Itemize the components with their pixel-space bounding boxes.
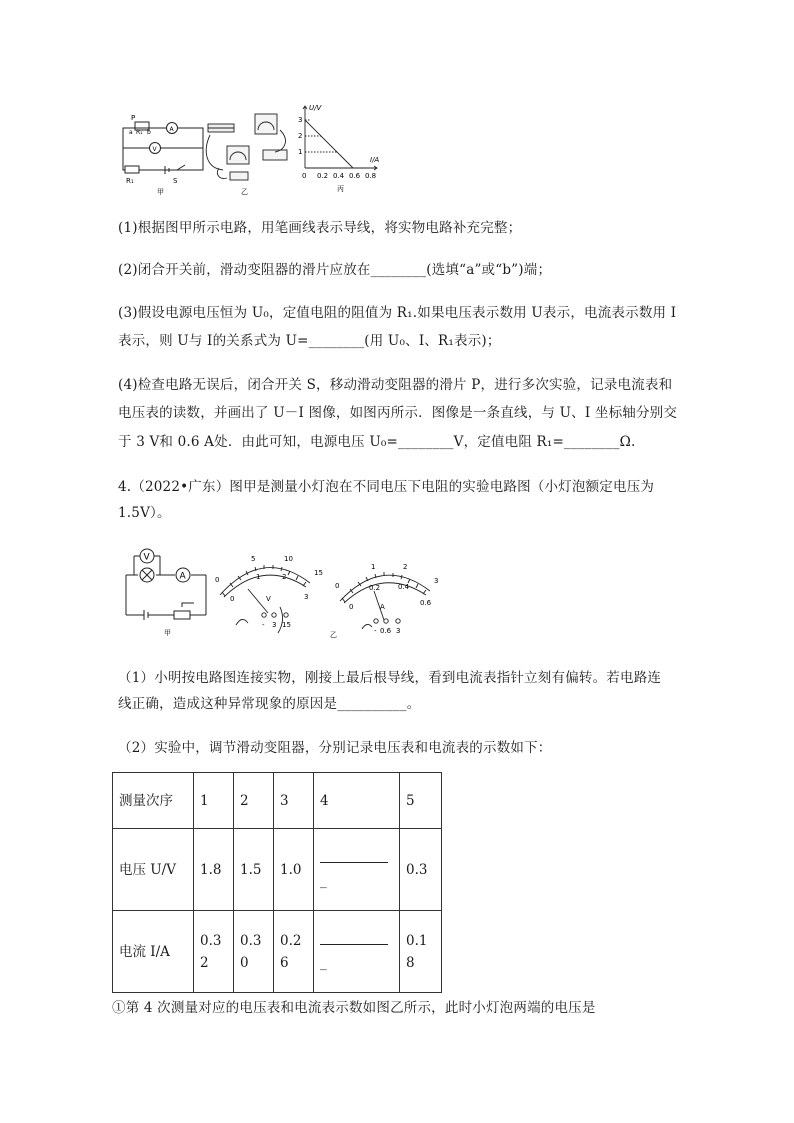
ammeter-top-zero: 0 — [335, 582, 340, 590]
current-cell — [400, 911, 442, 993]
current-cell — [274, 911, 314, 993]
voltmeter-bottom-tick: 2 — [282, 573, 287, 581]
voltmeter-top-tick: 15 — [314, 569, 323, 577]
current-value: 0.2 — [280, 932, 302, 949]
current-value: 0.3 — [200, 932, 222, 949]
voltmeter-terminal: 3 — [272, 621, 277, 629]
circuit-label-b: b — [147, 129, 151, 136]
current-cell — [194, 911, 234, 993]
current-value-wrap: 8 — [406, 954, 415, 971]
table-header-cell: 测量次序 — [113, 773, 194, 829]
ammeter-bottom-tick: 0 — [349, 603, 354, 611]
ammeter-terminal: - — [374, 627, 377, 635]
measurement-table — [112, 772, 442, 993]
ammeter-bottom-tick: 0.6 — [420, 599, 432, 607]
graph-xtick: 0.4 — [333, 172, 345, 180]
q3-item-4-line2: 电压表的读数，并画出了 U－I 图像，如图丙所示．图像是一条直线，与 U、I 坐标轴分别交 — [118, 405, 678, 421]
q4-part1-line2: 线正确，造成这种异常现象的原因是__________。 — [118, 696, 421, 712]
q3-item-4-line1: (4)检查电路无误后，闭合开关 S，移动滑动变阻器的滑片 P，进行多次实验，记录电流表和 — [118, 377, 673, 393]
voltmeter-symbol-label: V — [152, 146, 157, 153]
q4-sub1: ①第 4 次测量对应的电压表和电流表示数如图乙所示，此时小灯泡两端的电压是 — [112, 1000, 596, 1016]
q3-figure — [115, 100, 395, 195]
table-header-cell: 1 — [194, 773, 234, 829]
table-row-header — [113, 773, 442, 829]
table-header-cell: 3 — [274, 773, 314, 829]
current-value: 0.1 — [406, 932, 428, 949]
q4-figure — [118, 545, 448, 645]
blank-tail: _ — [320, 954, 327, 971]
voltage-cell: 1.0 — [274, 829, 314, 911]
current-answer-blank[interactable] — [320, 930, 388, 945]
voltage-label-cell: 电压 U/V — [113, 829, 194, 911]
voltage-blank-cell — [314, 829, 400, 911]
circuit2-a-label: A — [179, 571, 186, 582]
circuit2-v-label: V — [143, 552, 150, 563]
current-value-wrap: 6 — [280, 954, 289, 971]
voltmeter-top-tick: 10 — [284, 555, 293, 563]
voltmeter-bottom-tick: 0 — [230, 595, 235, 603]
q3-item-3-line2: 表示，则 U与 I的关系式为 U=________(用 U₀、I、R₁表示)； — [118, 333, 501, 349]
ammeter-top-tick: 3 — [434, 577, 439, 585]
voltmeter-terminal: - — [262, 621, 265, 629]
circuit-label-a: a — [129, 129, 133, 136]
voltage-answer-blank[interactable] — [320, 848, 388, 863]
figure-label-yi: 乙 — [241, 188, 248, 195]
ammeter-bottom-tick: 0.2 — [369, 584, 381, 592]
q3-item-1: (1)根据图甲所示电路，用笔画线表示导线，将实物电路补充完整； — [118, 220, 522, 236]
voltage-cell: 1.8 — [194, 829, 234, 911]
q3-item-3-line1: (3)假设电源电压恒为 U₀，定值电阻的阻值为 R₁.如果电压表示数用 U表示，电流表示数用 I — [118, 305, 677, 321]
voltage-cell: 0.3 — [400, 829, 442, 911]
voltmeter-top-zero: 0 — [215, 576, 220, 584]
graph-xlabel: I/A — [370, 156, 380, 164]
circuit-label-r1-bottom: R₁ — [126, 177, 134, 185]
figure-label-jia: 甲 — [157, 188, 164, 195]
circuit-label-r1: R₁ — [136, 129, 143, 136]
ammeter-top-tick: 1 — [371, 563, 376, 571]
graph-ytick: 3 — [298, 116, 303, 124]
graph-bing — [303, 106, 380, 170]
q3-item-2: (2)闭合开关前，滑动变阻器的滑片应放在________(选填“a”或“b”)端； — [118, 262, 552, 278]
circuit-label-s: S — [173, 177, 178, 185]
ammeter-top-tick: 2 — [403, 563, 408, 571]
ammeter-terminal: 3 — [396, 627, 401, 635]
voltmeter-top-tick: 5 — [251, 555, 256, 563]
q4-part2: （2）实验中，调节滑动变阻器，分别记录电压表和电流表的示数如下： — [118, 740, 552, 756]
voltmeter-letter: V — [266, 595, 271, 603]
current-blank-cell — [314, 911, 400, 993]
table-row-voltage — [113, 829, 442, 911]
current-value-wrap: 0 — [240, 954, 249, 971]
current-cell — [234, 911, 274, 993]
voltmeter-terminal: 15 — [282, 621, 291, 629]
table-header-cell: 2 — [234, 773, 274, 829]
graph-ytick: 1 — [298, 148, 303, 156]
blank-tail: _ — [320, 872, 327, 889]
q3-item-4-line3: 于 3 V和 0.6 A处．由此可知，电源电压 U₀=________V，定值电阻 R₁=________Ω. — [118, 434, 636, 450]
ammeter-terminal: 0.6 — [380, 627, 392, 635]
figure2-label-jia: 甲 — [164, 629, 171, 637]
q4-stem-line2: 1.5V）。 — [118, 505, 171, 521]
graph-ylabel: U/V — [309, 104, 322, 112]
voltmeter-bottom-tick: 3 — [304, 593, 309, 601]
graph-xtick: 0.8 — [365, 172, 377, 180]
graph-xtick: 0 — [302, 172, 307, 180]
figure2-label-yi: 乙 — [330, 631, 337, 639]
current-value: 0.3 — [240, 932, 262, 949]
real-circuit-yi — [206, 114, 287, 180]
table-header-cell: 4 — [314, 773, 400, 829]
current-label-cell: 电流 I/A — [113, 911, 194, 993]
voltmeter-bottom-tick: 1 — [256, 573, 261, 581]
q4-part1-line1: （1）小明按电路图连接实物，刚接上最后根导线，看到电流表指针立刻有偏转。若电路连 — [118, 670, 662, 686]
table-header-cell: 5 — [400, 773, 442, 829]
figure-label-bing: 丙 — [337, 185, 344, 193]
graph-xtick: 0.6 — [349, 172, 361, 180]
circuit-label-p: P — [131, 114, 136, 122]
q4-stem-line1: 4.（2022•广东）图甲是测量小灯泡在不同电压下电阻的实验电路图（小灯泡额定电压为 — [118, 479, 655, 495]
table-row-current — [113, 911, 442, 993]
voltage-cell: 1.5 — [234, 829, 274, 911]
ammeter-bottom-tick: 0.4 — [398, 583, 410, 591]
circuit-diagram-jia — [123, 122, 203, 174]
circuit-diagram-jia-2 — [126, 549, 206, 620]
graph-ytick: 2 — [298, 132, 303, 140]
graph-xtick: 0.2 — [317, 172, 329, 180]
ammeter-symbol-label: A — [169, 126, 174, 133]
current-value-wrap: 2 — [200, 954, 209, 971]
ammeter-face — [340, 572, 430, 629]
ammeter-letter: A — [380, 603, 385, 611]
